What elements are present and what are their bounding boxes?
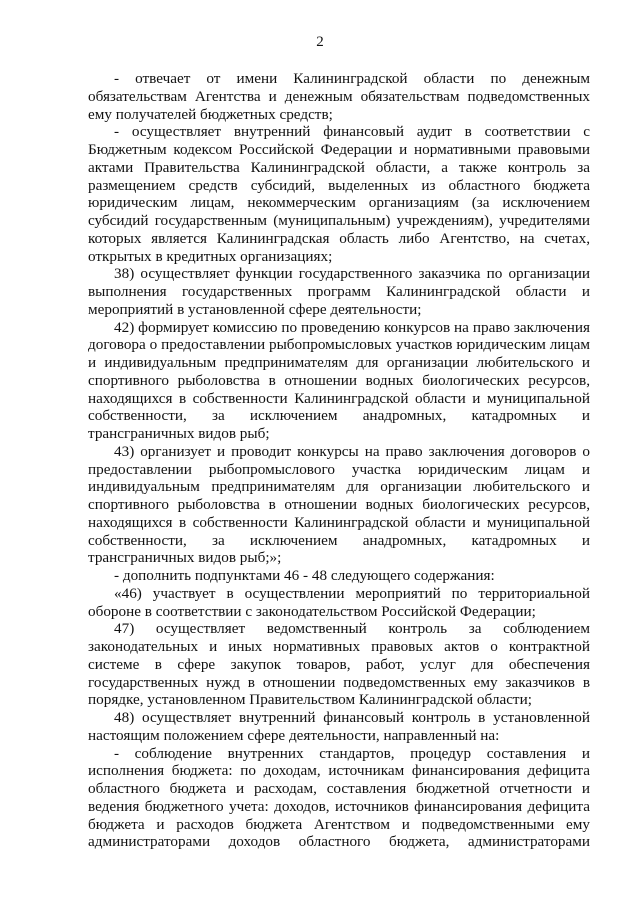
- paragraph-5: 43) организует и проводит конкурсы на право заключения договоров о предоставлении рыбопромыслового участка юридическим лицам и индивидуальным предпринимателям для организации любительского и спортивного рыболовства в отношении водных биологических ресурсов, находящихся в собственности Калининградской области и муниципальной собственности, за исключением анадромных, катадромных и трансграничных видов рыб;»;: [88, 442, 590, 567]
- paragraph-8: 47) осуществляет ведомственный контроль за соблюдением законодательных и иных нормативных правовых актов о контрактной системе в сфере закупок товаров, работ, услуг для обеспечения государственных нужд в отношении подведомственных ему заказчиков в порядке, установленном Правительством Калининградской области;: [88, 620, 590, 709]
- paragraph-10: - соблюдение внутренних стандартов, процедур составления и исполнения бюджета: по доходам, источникам финансирования дефицита областного бюджета и расходам, составления бюджетной отчетности и ведения бюджетного учета: доходов, источников финансирования дефицита бюджета и расходов бюджета Агентством и подведомственными ему администраторами доходов областного бюджета, администраторами: [88, 744, 590, 851]
- paragraph-9: 48) осуществляет внутренний финансовый контроль в установленной настоящим положением сфере деятельности, направленный на:: [88, 709, 590, 744]
- paragraph-4: 42) формирует комиссию по проведению конкурсов на право заключения договора о предоставлении рыбопромысловых участков юридическим лицам и индивидуальным предпринимателям для организации любительского и спортивного рыболовства в отношении водных биологических ресурсов, находящихся в собственности Калининградской области и муниципальной собственности, за исключением анадромных, катадромных и трансграничных видов рыб;: [88, 318, 590, 442]
- paragraph-2: - осуществляет внутренний финансовый аудит в соответствии с Бюджетным кодексом Российской Федерации и нормативными правовыми актами Правительства Калининградской области, а также контроль за размещением средств субсидий, выделенных из областного бюджета юридическим лицам, некоммерческим организациям (за исключением субсидий государственным (муниципальным) учреждениям), учредителями которых является Калининградская область либо Агентство, на счетах, открытых в кредитных организациях;: [88, 123, 590, 265]
- document-body: [88, 70, 590, 851]
- paragraph-1: - отвечает от имени Калининградской области по денежным обязательствам Агентства и денежным обязательствам подведомственных ему получателей бюджетных средств;: [88, 70, 590, 123]
- paragraph-6: - дополнить подпунктами 46 - 48 следующего содержания:: [114, 567, 495, 584]
- page-number: 2: [316, 34, 324, 50]
- paragraph-7: «46) участвует в осуществлении мероприятий по территориальной обороне в соответствии с законодательством Российской Федерации;: [88, 584, 590, 620]
- paragraph-3: 38) осуществляет функции государственного заказчика по организации выполнения государственных программ Калининградской области и мероприятий в установленной сфере деятельности;: [88, 265, 590, 318]
